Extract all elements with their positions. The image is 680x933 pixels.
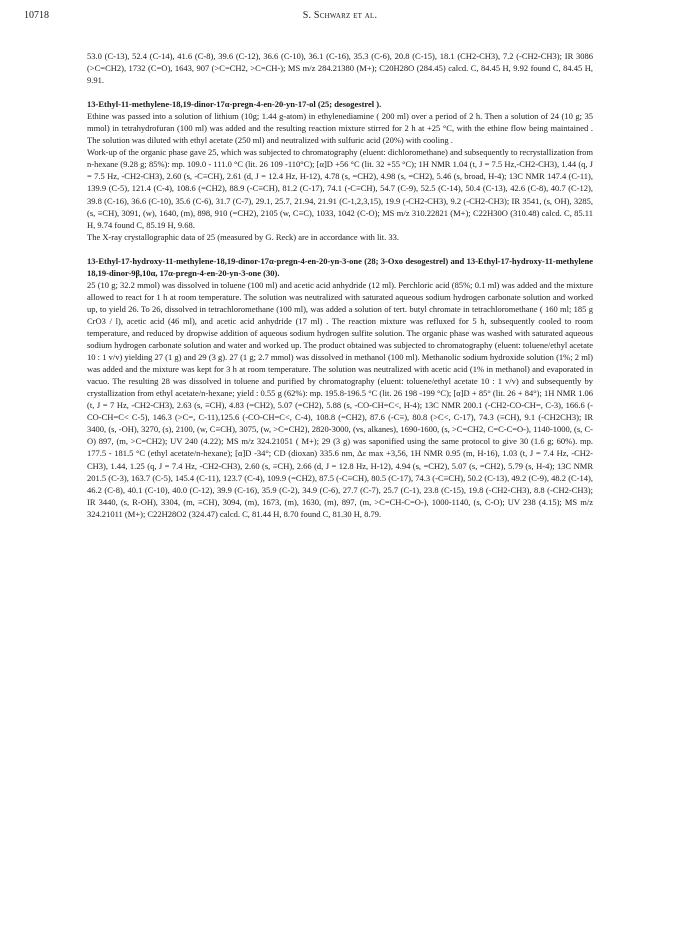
running-head <box>24 10 656 26</box>
continued-spectral-data: 53.0 (C-13), 52.4 (C-14), 41.6 (C-8), 39.6 (C-12), 36.6 (C-10), 36.1 (C-16), 35.3 (C-6), 20.8 (C-15), 18.1 (CH2-CH3), 7.2 (-CH2-CH3); IR 3086 (>C=CH2), 1732 (C=O), 1643, 907 (>C=CH2, >C=CH-); MS m/z 284.21380 (M+); C20H28O (284.45) calcd. C, 84.45 H, 9.92 found C, 84.45 H, 9.91. <box>87 51 593 86</box>
procedure-paragraph: Ethine was passed into a solution of lithium (10g; 1.44 g-atom) in ethylenediamine ( 200 ml) over a period of 2 h. Then a solution of 24 (10 g; 35 mmol) in tetrahydrofuran (100 ml) was added and the resulting reaction mixture stirred for 2 h at +25 °C, with the ethine flow being maintained . The solution was diluted with ethyl acetate (250 ml) and neutralized with sulfuric acid (20%) with cooling . <box>87 111 593 146</box>
article-body <box>87 50 593 520</box>
synthesis-paragraph: 25 (10 g; 32.2 mmol) was dissolved in toluene (100 ml) and acetic acid anhydride (12 ml). Perchloric acid (85%; 0.1 ml) was added and the mixture allowed to react for 1 h at room temperature. The solution was neutralized with saturated aqueous sodium hydrogen carbonate solution and worked up, to yield 26. To 26, dissolved in tetrachloromethane (100 ml), was added a solution of tert. butyl chromate in tetrachloromethane ( 160 ml; 185 g CrO3 / l), acetic acid (46 ml), and acetic acid anhydride (17 ml) . The reaction mixture was refluxed for 5 h, subsequently cooled to room temperature, and reduced by dropwise addition of aqueous sodium hydrogen sulfite solution. The organic phase was washed with saturated aqueous sodium hydrogen carbonate solution and water and worked up. The product obtained was subjected to chromatography (eluent: toluene/ethyl acetate 10 : 1 v/v) yielding 27 (1 g) and 29 (3 g). 27 (1 g; 2.7 mmol) was dissolved in methanol (100 ml). Methanolic sodium hydroxide solution (1%; 2 ml) was added and the mixture was kept for 3 h at room temperature. The solution was neutralized with acetic acid (1% in methanol) and evaporated in vacuo. The resulting 28 was dissolved in toluene and purified by chromatography (eluent: toluene/ethyl acetate 10 : 1 v/v) and subsequently by crystallization from ethyl acetate/n-hexane; yield : 0.55 g (62%): mp. 195.8-196.5 °C (lit. 26 198 -199 °C); [α]D + 85° (lit. 26 + 84°); 1H NMR 1.06 (t, J = 7 Hz, -CH2-CH3), 2.63 (s, ≡CH), 4.83 (=CH2), 5.07 (=CH2), 5.88 (s, -CO-CH=C<, H-4); 13C NMR 200.1 (-CH2-CO-CH=, C-3), 166.6 (-CO-CH=C< C-5), 146.3 (>C=, C-11),125.6 (-CO-CH=C<, C-4), 108.8 (=CH2), 87.6 (-C≡), 80.8 (>C<, C-17), 74.3 (≡CH), 9.1 (-CH2CH3); IR 3400, (s, -OH), 3270, (s), 2100, (w, C≡CH), 3075, (w, >C=CH2), 2820-3000, (vs, alkanes), 1690-1600, (s, >C=CH2, C=C-C=O-), 1140-1000, (s, C-O) 897, (m, >C=CH2); UV 240 (4.22); MS m/z 324.21051 ( M+); 29 (3 g) was saponified using the same protocol to give 30 (1.6 g; 60%). mp. 177.5 - 181.5 °C (ethyl acetate/n-hexane); [α]D -34°; CD (dioxan) 335.6 nm, Δε max +3,56, 1H NMR 0.95 (m, H-16), 1.03 (t, J = 7.4 Hz, -CH2-CH3), 1.44, 1.25 (q, J = 7.4 Hz, -CH2-CH3), 2.60 (s, ≡CH), 2.66 (d, J = 12.8 Hz, H-12), 4.94 (s, =CH2), 5.07 (s, =CH2), 5.79 (s, H-4); 13C NMR 201.5 (C-3), 163.7 (C-5), 145.4 (C-11), 123.7 (C-4), 109.9 (=CH2), 87.5 (-C≡CH), 80.5 (C-17), 74.3 (-C≡CH), 50.2 (C-13), 49.2 (C-9), 48.2 (C-14), 46.2 (C-8), 40.1 (C-10), 40.0 (C-12), 39.9 (C-16), 35.9 (C-2), 34.9 (C-6), 27.7 (C-7), 25.7 (C-1), 23.8 (C-15), 19.8 (-CH2-CH3), 8.8 (-CH2-CH3); IR 3440, (s, R-OH), 3304, (m, ≡CH), 3094, (m), 1673, (m), 1630, (m), 897, (m, >C=CH-C=O-), 1000-1140, (s, C-O); UV 238 (4.15); MS m/z 324.21011 (M+); C22H28O2 (324.47) calcd. C, 81.44 H, 8.70 found C, 81.30 H, 8.79. <box>87 279 593 519</box>
workup-paragraph: Work-up of the organic phase gave 25, which was subjected to chromatography (eluent: dichloromethane) and subsequently to recrystallization from n-hexane (9.28 g; 85%): mp. 109.0 - 111.0 °C (lit. 26 109 -110°C); [α]D +56 °C (lit. 32 +55 °C); 1H NMR 1.04 (t, J = 7.5 Hz,-CH2-CH3), 1.44 (q, J = 7.5 Hz, -CH2-CH3), 2.60 (s, -C≡CH), 2.61 (d, J = 12.4 Hz, H-12), 4.78 (s, =CH2), 4.98 (s, =CH2), 5.46 (s, broad, H-4); 13C NMR 147.4 (C-11), 139.9 (C-5), 121.4 (C-4), 108.6 (=CH2), 88.9 (-C≡CH), 81.2 (C-17), 74.1 (-C≡CH), 54.7 (C-9), 52.5 (C-14), 50.4 (C-13), 42.6 (C-8), 40.7 (C-12), 39.8 (C-16), 36.6 (C-10), 35.6 (C-6), 31.7 (C-7), 29.1, 25.7, 21.94, 21.91 (C-1,2,3,15), 19.9 (-CH2-CH3), 9.2 (-CH2-CH3); IR 3541, (s, OH), 3285, (s, ≡CH), 3091, (w), 1640, (m), 898, 910 (=CH2), 2105 (w, C≡C), 1033, 1042 (C-O); MS m/z 310.22821 (M+); C22H30O (310.48) calcd. C, 85.11 H, 9.74 found C, 85.19 H, 9.68. <box>87 147 593 230</box>
compound-heading-desogestrel: 13-Ethyl-11-methylene-18,19-dinor-17α-pregn-4-en-20-yn-17-ol (25; desogestrel ). <box>87 99 382 110</box>
xray-note: The X-ray crystallographic data of 25 (measured by G. Reck) are in accordance with lit. 33. <box>87 231 400 242</box>
compound-heading-3-oxo-desogestrel: 13-Ethyl-17-hydroxy-11-methylene-18,19-dinor-17α-pregn-4-en-20-yn-3-one (28; 3-Oxo desogestrel) and 13-Ethyl-17-hydroxy-11-methylene 18,19-dinor-9β,10α, 17α-pregn-4-en-20-yn-3-one (30). <box>87 255 593 278</box>
running-head-authors: S. Schwarz et al. <box>302 10 378 21</box>
page-number: 10718 <box>24 10 49 21</box>
